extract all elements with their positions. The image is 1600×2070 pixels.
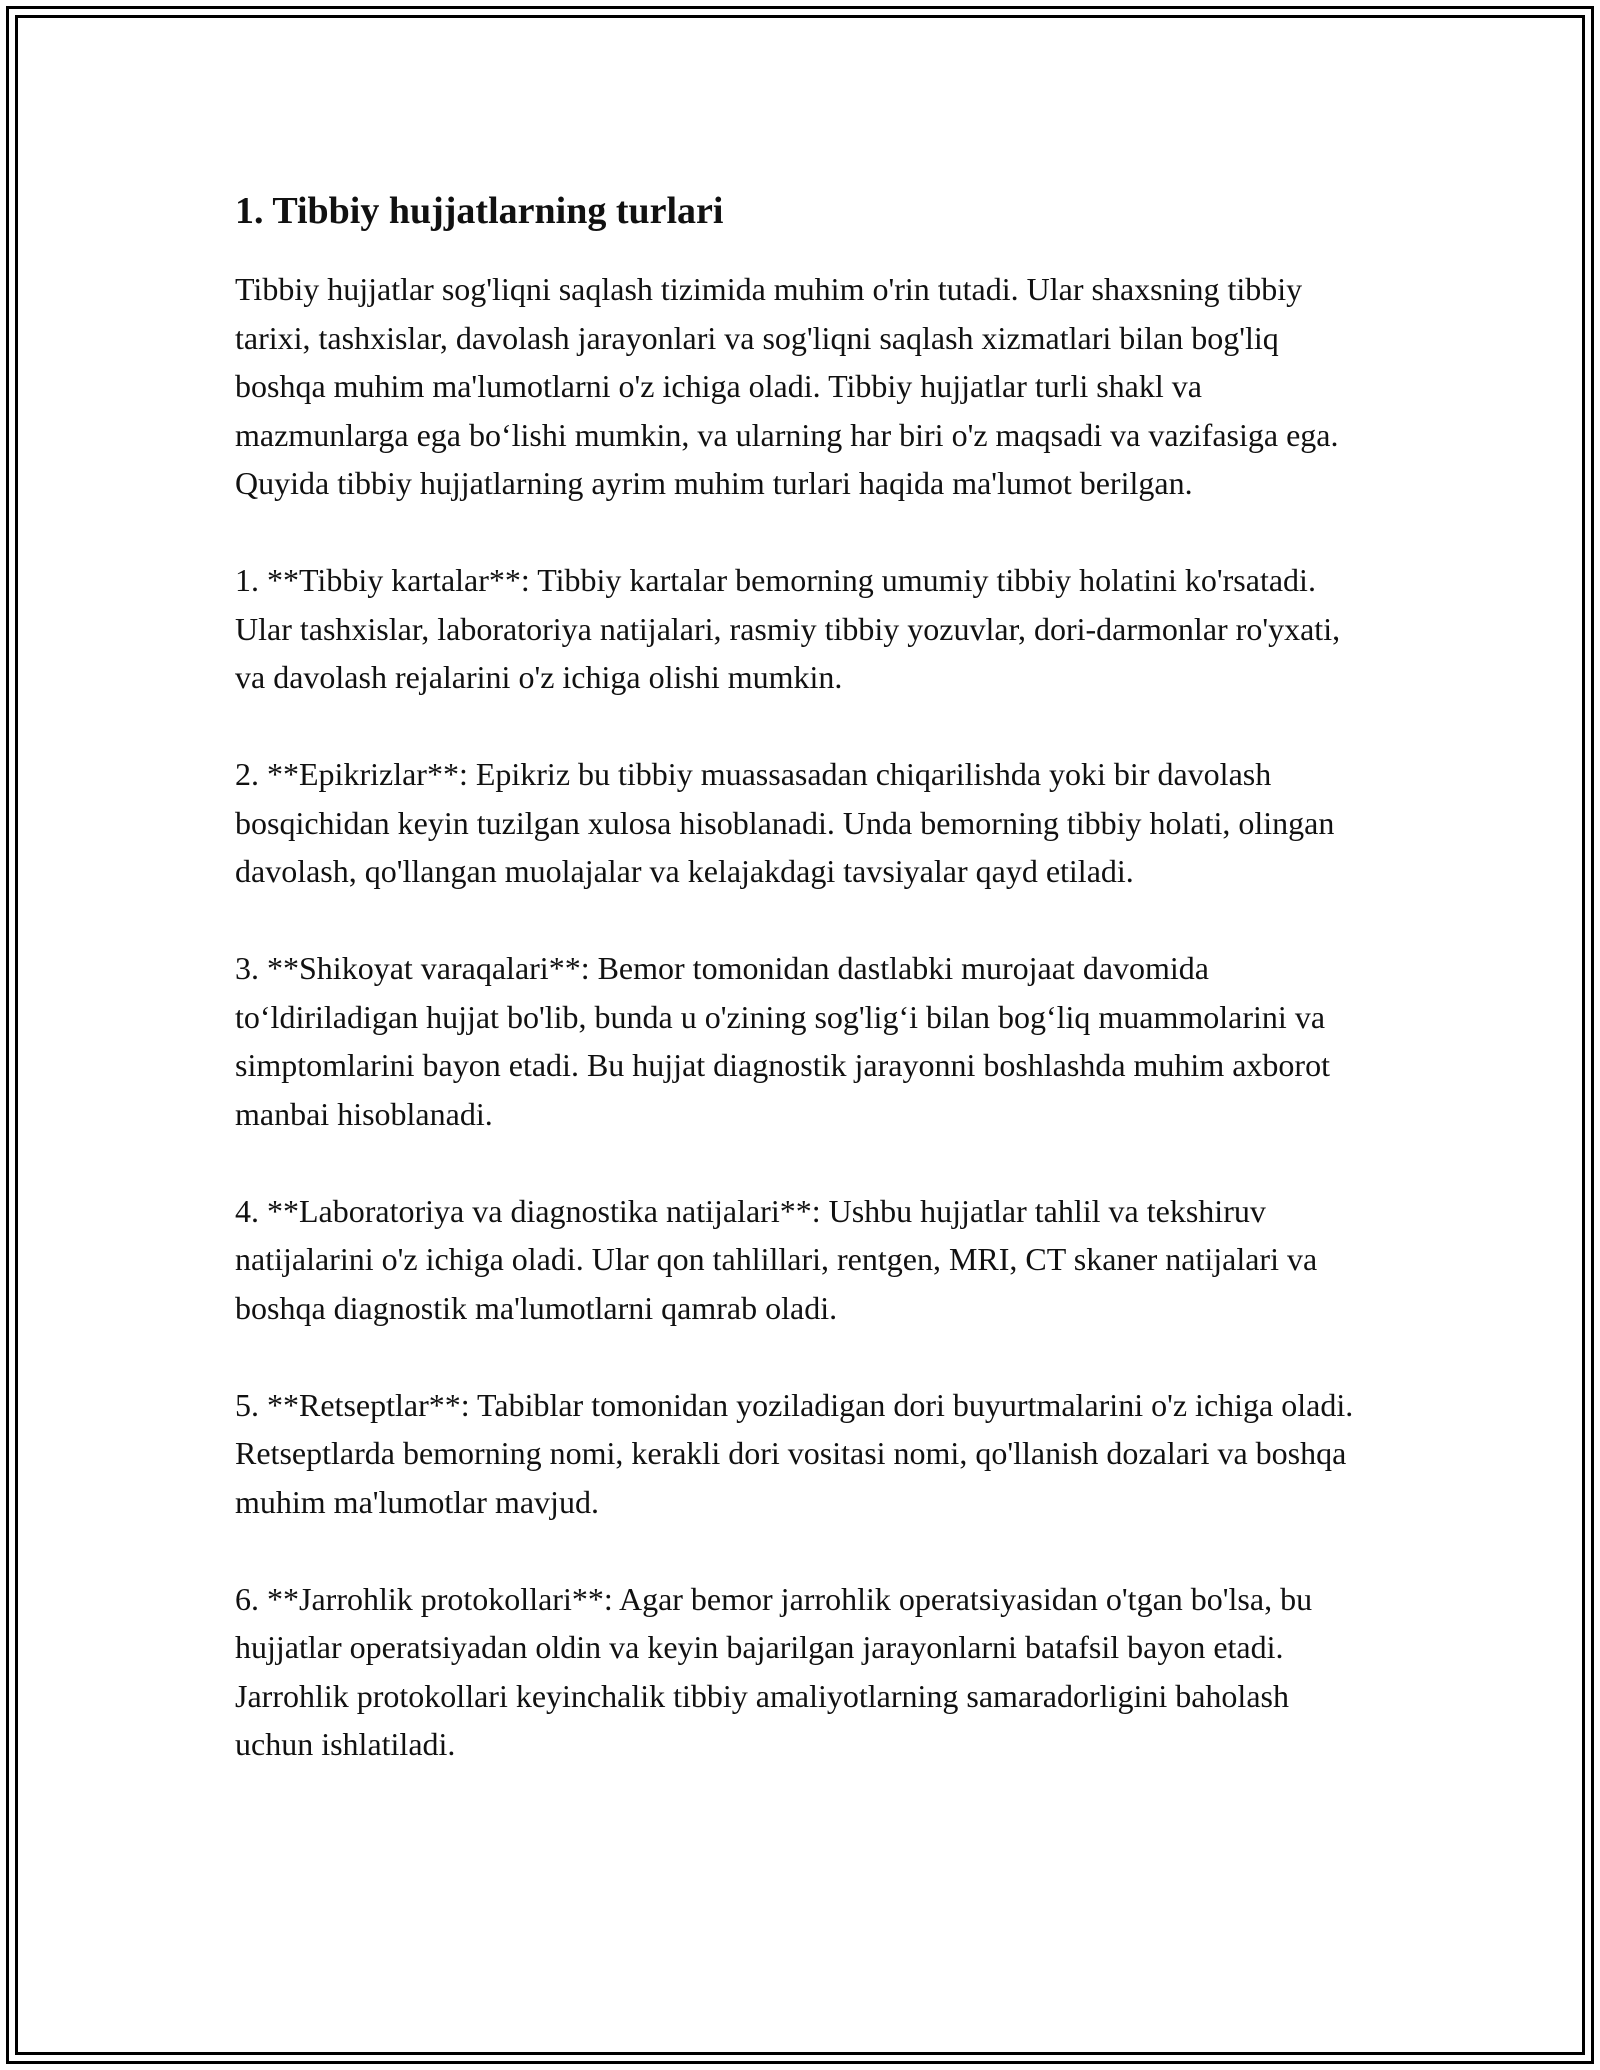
item-surgical-protocols: 6. **Jarrohlik protokollari**: Agar bemor jarrohlik operatsiyasidan o'tgan bo'lsa, bu hujjatlar operatsiyadan oldin va keyin bajarilgan jarayonlarni batafsil bayon etadi. Jarrohlik protokollari keyinchalik tibbiy amaliyotlarning samaradorligini baholash uchun ishlatiladi. [235, 1580, 1313, 1762]
item-epicrisis: 2. **Epikrizlar**: Epikriz bu tibbiy muassasadan chiqarilishda yoki bir davolash bosqichidan keyin tuzilgan xulosa hisoblanadi. Unda bemorning tibbiy holati, olingan davolash, qo'llangan muolajalar va kelajakdagi tavsiyalar qayd etiladi. [235, 756, 1335, 889]
item-complaint-sheets: 3. **Shikoyat varaqalari**: Bemor tomonidan dastlabki murojaat davomida to‘ldiriladigan hujjat bo'lib, bunda u o'zining sog'lig‘i bilan bog‘liq muammolarini va simptomlarini bayon etadi. Bu hujjat diagnostik jarayonni boshlashda muhim axborot manbai hisoblanadi. [235, 950, 1330, 1132]
item-medical-cards: 1. **Tibbiy kartalar**: Tibbiy kartalar bemorning umumiy tibbiy holatini ko'rsatadi. Ular tashxislar, laboratoriya natijalari, rasmiy tibbiy yozuvlar, dori-darmonlar ro'yxati, va davolash rejalarini o'z ichiga olishi mumkin. [235, 562, 1341, 695]
document-body [235, 187, 1375, 1769]
intro-paragraph: Tibbiy hujjatlar sog'liqni saqlash tizimida muhim o'rin tutadi. Ular shaxsning tibbiy tarixi, tashxislar, davolash jarayonlari va sog'liqni saqlash xizmatlari bilan bog'liq boshqa muhim ma'lumotlarni o'z ichiga oladi. Tibbiy hujjatlar turli shakl va mazmunlarga ega bo‘lishi mumkin, va ularning har biri o'z maqsadi va vazifasiga ega. Quyida tibbiy hujjatlarning ayrim muhim turlari haqida ma'lumot berilgan. [235, 271, 1339, 501]
item-prescriptions: 5. **Retseptlar**: Tabiblar tomonidan yoziladigan dori buyurtmalarini o'z ichiga oladi. Retseptlarda bemorning nomi, kerakli dori vositasi nomi, qo'llanish dozalari va boshqa muhim ma'lumotlar mavjud. [235, 1386, 1354, 1520]
section-heading: 1. Tibbiy hujjatlarning turlari [235, 190, 724, 232]
item-lab-diagnostic-results: 4. **Laboratoriya va diagnostika natijalari**: Ushbu hujjatlar tahlil va tekshiruv natijalarini o'z ichiga oladi. Ular qon tahlillari, rentgen, MRI, CT skaner natijalari va boshqa diagnostik ma'lumotlarni qamrab oladi. [235, 1192, 1318, 1326]
